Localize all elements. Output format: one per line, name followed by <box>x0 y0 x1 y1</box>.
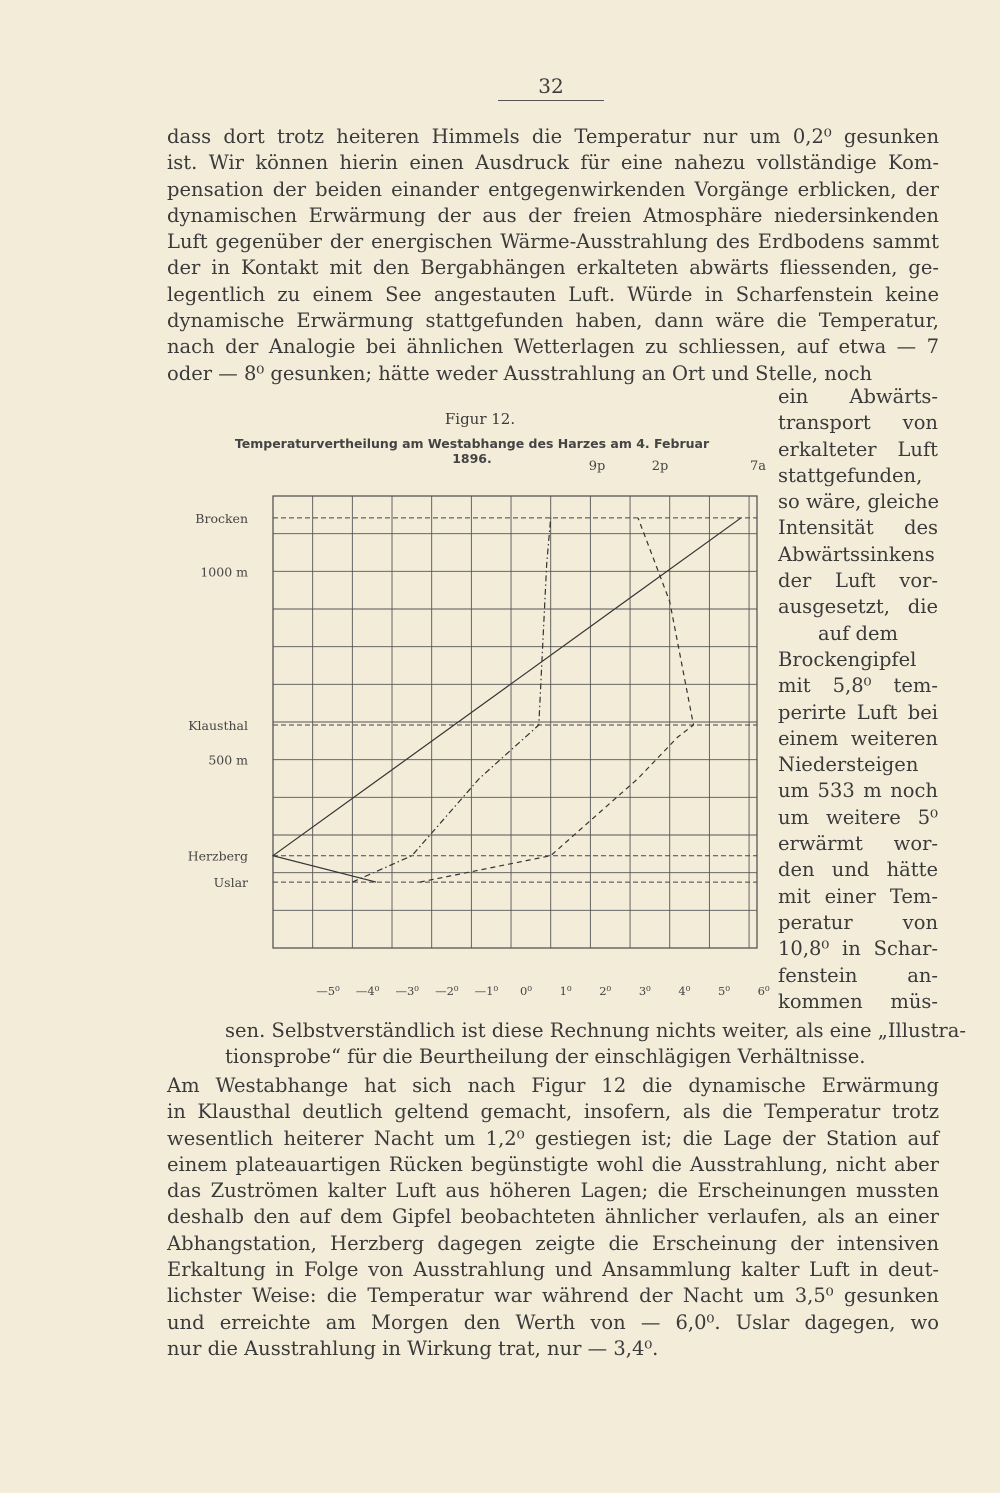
page-number: 32 <box>498 74 604 101</box>
x-tick-label: 6⁰ <box>757 984 770 998</box>
side-column-line: der Luft vor- <box>778 569 938 593</box>
station-label: Klausthal <box>188 718 248 734</box>
x-tick-label: —3⁰ <box>395 984 419 998</box>
x-tick-label: —2⁰ <box>435 984 459 998</box>
figure-subtitle: Temperaturvertheilung am Westabhange des Harzes am 4. Februar 1896. <box>234 436 710 466</box>
series-line-7a <box>273 518 741 882</box>
side-column-line: 10,8⁰ in Schar- <box>778 937 938 961</box>
paragraph-1-line: dynamischen Erwärmung der aus der freien Atmosphäre niedersinkenden <box>167 203 939 227</box>
side-column-line: erwärmt wor- <box>778 832 938 856</box>
side-column-line: stattgefunden, <box>778 463 923 487</box>
station-label: Brocken <box>195 510 248 526</box>
side-column-line: kommen müs- <box>778 989 938 1013</box>
x-tick-label: 2⁰ <box>599 984 612 998</box>
paragraph-3-line: Erkaltung in Folge von Ausstrahlung und Ansammlung kalter Luft in deut- <box>167 1258 939 1282</box>
side-column-line: perirte Luft bei <box>778 700 938 724</box>
side-column-line: ein Abwärts- <box>778 385 938 408</box>
paragraph-1-line: dass dort trotz heiteren Himmels die Temperatur nur um 0,2⁰ gesunken <box>167 125 939 148</box>
x-tick-label: —1⁰ <box>474 984 499 998</box>
side-column-line: transport von <box>778 411 938 435</box>
side-column-line: den und hätte <box>778 858 938 882</box>
series-line-9p <box>352 518 550 882</box>
x-tick-label: —4⁰ <box>355 984 380 998</box>
paragraph-3-line: einem plateauartigen Rücken begünstigte wohl die Ausstrahlung, nicht aber <box>167 1152 939 1176</box>
paragraph-1-line: ist. Wir können hierin einen Ausdruck für eine nahezu vollständige Kom- <box>167 151 939 175</box>
x-tick-label: 0⁰ <box>520 984 532 998</box>
paragraph-3-line: lichster Weise: die Temperatur war während der Nacht um 3,5⁰ gesunken <box>167 1284 939 1308</box>
side-column-line: erkalteter Luft <box>778 437 938 461</box>
paragraph-3-line: wesentlich heiterer Nacht um 1,2⁰ gestiegen ist; die Lage der Station auf <box>167 1126 939 1150</box>
chart-grid <box>273 496 757 948</box>
paragraph-1-line: der in Kontakt mit den Bergabhängen erkalteten abwärts fliessenden, ge- <box>167 256 939 280</box>
side-column-line: ausgesetzt, die <box>778 595 938 619</box>
paragraph-1-line: oder — 8⁰ gesunken; hätte weder Ausstrahlung an Ort und Stelle, noch <box>167 361 873 385</box>
station-label: 1000 m <box>200 564 248 580</box>
paragraph-3-line: das Zuströmen kalter Luft aus höheren Lagen; die Erscheinungen mussten <box>167 1179 939 1203</box>
side-column-line: Niedersteigen <box>778 753 919 777</box>
side-column-line: mit 5,8⁰ tem- <box>778 674 938 698</box>
station-lines <box>273 518 757 882</box>
paragraph-3 <box>167 1073 939 1362</box>
paragraph-3-line: nur die Ausstrahlung in Wirkung trat, nur — 3,4⁰. <box>167 1336 659 1360</box>
paragraph-1-line: pensation der beiden einander entgegenwirkenden Vorgänge erblicken, der <box>167 177 939 201</box>
side-column-text <box>778 384 938 1015</box>
series-line-2p <box>420 518 694 882</box>
series-label: 7a <box>749 459 767 474</box>
side-column-line: um weitere 5⁰ <box>778 805 938 829</box>
side-column-line: Intensität des <box>778 516 938 540</box>
paragraph-3-line: in Klausthal deutlich geltend gemacht, insofern, als die Temperatur trotz <box>167 1100 939 1124</box>
x-tick-label: 1⁰ <box>559 984 572 998</box>
paragraph-1-line: dynamische Erwärmung stattgefunden haben, dann wäre die Temperatur, <box>167 309 939 333</box>
x-tick-label: 5⁰ <box>718 984 730 998</box>
x-tick-label: —5⁰ <box>316 984 340 998</box>
x-tick-label: 3⁰ <box>638 984 651 998</box>
paragraph-1-line: legentlich zu einem See angestauten Luft. Würde in Scharfenstein keine <box>167 282 939 306</box>
temperature-chart <box>170 450 770 1010</box>
series-label: 9p <box>588 459 606 474</box>
side-column-line: Brockengipfel <box>778 647 917 671</box>
station-label: Herzberg <box>187 848 248 864</box>
x-tick-label: 4⁰ <box>678 984 691 998</box>
paragraph-1 <box>167 124 939 387</box>
paragraph-3-line: und erreichte am Morgen den Werth von — 6,0⁰. Uslar dagegen, wo <box>167 1310 939 1334</box>
station-label: Uslar <box>213 875 248 891</box>
side-column-line: einem weiteren <box>778 726 938 750</box>
figure-title: Figur 12. <box>444 410 516 428</box>
side-column-line: um 533 m noch <box>778 779 938 803</box>
paragraph-3-line: deshalb den auf dem Gipfel beobachteten ähnlicher verlaufen, als an einer <box>167 1205 939 1229</box>
chart-series <box>273 518 741 882</box>
paragraph-1-line: Luft gegenüber der energischen Wärme-Ausstrahlung des Erdbodens sammt <box>167 230 939 254</box>
paragraph-2-line: sen. Selbstverständlich ist diese Rechnung nichts weiter, als eine „Illustra- <box>225 1019 966 1042</box>
series-label: 2p <box>651 459 669 474</box>
paragraph-2 <box>167 1018 966 1071</box>
side-column-line: auf dem <box>817 621 899 645</box>
paragraph-1-line: nach der Analogie bei ähnlichen Wetterlagen zu schliessen, auf etwa — 7 <box>167 335 939 359</box>
side-column-line: peratur von <box>778 910 938 934</box>
paragraph-2-line: tionsprobe“ für die Beurtheilung der einschlägigen Verhältnisse. <box>225 1045 866 1069</box>
side-column-line: so wäre, gleiche <box>778 490 940 514</box>
paragraph-3-line: Abhangstation, Herzberg dagegen zeigte die Erscheinung der intensiven <box>167 1231 939 1255</box>
paragraph-3-line: Am Westabhange hat sich nach Figur 12 die dynamische Erwärmung <box>167 1074 939 1097</box>
station-label: 500 m <box>208 752 248 768</box>
side-column-line: mit einer Tem- <box>778 884 938 908</box>
side-column-line: Abwärtssinkens <box>778 542 935 566</box>
chart-labels <box>188 459 770 998</box>
side-column-line: fenstein an- <box>778 963 938 987</box>
